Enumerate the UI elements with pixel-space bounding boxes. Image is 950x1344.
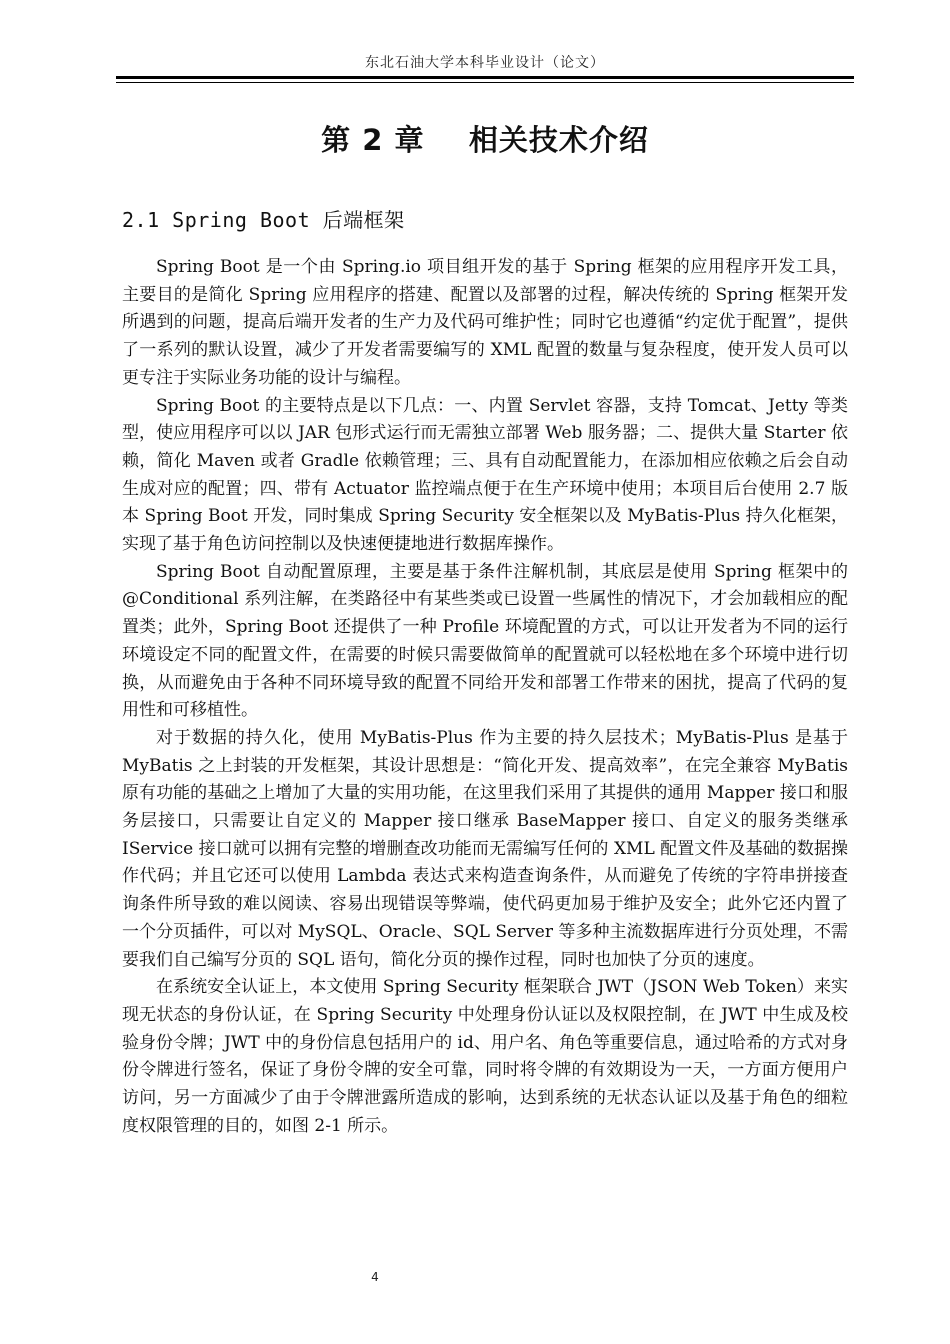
paragraph: 在系统安全认证上，本文使用 Spring Security 框架联合 JWT（JSON Web Token）来实现无状态的身份认证，在 Spring Security 中处理身份认证以及权限控制，在 JWT 中生成及校验身份令牌；JWT 中的身份信息包括用户的 id、用户名、角色等重要信息，通过哈希的方式对身份令牌进行签名，保证了身份令牌的安全可靠，同时将令牌的有效期设为一天，一方面方便用户访问，另一方面减少了由于令牌泄露所造成的影响，达到系统的无状态认证以及基于角色的细粒度权限管理的目的，如图 2-1 所示。 xyxy=(122,977,848,1136)
header-rule-thin xyxy=(116,82,854,83)
chapter-title: 第 2 章 相关技术介绍 xyxy=(321,123,649,157)
running-header: 东北石油大学本科毕业设计（论文） xyxy=(365,55,605,71)
paragraph: Spring Boot 的主要特点是以下几点：一、内置 Servlet 容器，支持 Tomcat、Jetty 等类型，使应用程序可以以 JAR 包形式运行而无需独立部署 Web 服务器；二、提供大量 Starter 依赖，简化 Maven 或者 Gradle 依赖管理；三、具有自动配置能力，在添加相应依赖之后会自动生成对应的配置；四、带有 Actuator 监控端点便于在生产环境中使用；本项目后台使用 2.7 版本 Spring Boot 开发，同时集成 Spring Security 安全框架以及 MyBatis-Plus 持久化框架，实现了基于角色访问控制以及快速便捷地进行数据库操作。 xyxy=(122,395,848,555)
paragraph: Spring Boot 自动配置原理，主要是基于条件注解机制，其底层是使用 Spring 框架中的@Conditional 系列注解，在类路径中有某些类或已设置一些属性的情况下，才会加载相应的配置类；此外，Spring Boot 还提供了一种 Profile 环境配置的方式，可以让开发者为不同的运行环境设定不同的配置文件，在需要的时候只需要做简单的配置就可以轻松地在多个环境中进行切换，从而避免由于各种不同环境导致的配置不同给开发和部署工作带来的困扰，提高了代码的复用性和可移植性。 xyxy=(122,561,848,721)
page-number: 4 xyxy=(371,1270,379,1284)
body-text xyxy=(122,254,848,1141)
section-heading: 2.1 Spring Boot 后端框架 xyxy=(122,208,405,232)
paragraph: Spring Boot 是一个由 Spring.io 项目组开发的基于 Spring 框架的应用程序开发工具，主要目的是简化 Spring 应用程序的搭建、配置以及部署的过程，解决传统的 Spring 框架开发所遇到的问题，提高后端开发者的生产力及代码可维护性；同时它也遵循“约定优于配置”，提供了一系列的默认设置，减少了开发者需要编写的 XML 配置的数量与复杂程度，使开发人员可以更专注于实际业务功能的设计与编程。 xyxy=(122,257,848,388)
header-rule-thick xyxy=(116,76,854,79)
paragraph: 对于数据的持久化，使用 MyBatis-Plus 作为主要的持久层技术；MyBatis-Plus 是基于 MyBatis 之上封装的开发框架，其设计思想是：“简化开发、提高效率”，在完全兼容 MyBatis 原有功能的基础之上增加了大量的实用功能，在这里我们采用了其提供的通用 Mapper 接口和服务层接口，只需要让自定义的 Mapper 接口继承 BaseMapper 接口、自定义的服务类继承 IService 接口就可以拥有完整的增删查改功能而无需编写任何的 XML 配置文件及基础的数据操作代码；并且它还可以使用 Lambda 表达式来构造查询条件，从而避免了传统的字符串拼接查询条件所导致的难以阅读、容易出现错误等弊端，使代码更加易于维护及安全；此外它还内置了一个分页插件，可以对 MySQL、Oracle、SQL Server 等多种主流数据库进行分页处理，不需要我们自己编写分页的 SQL 语句，简化分页的操作过程，同时也加快了分页的速度。 xyxy=(122,727,848,970)
